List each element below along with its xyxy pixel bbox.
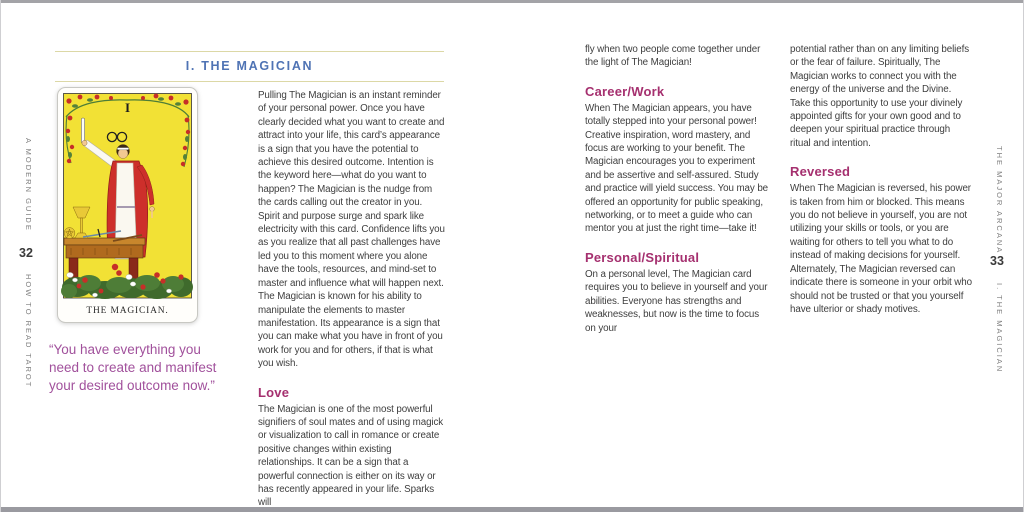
left-page-text-column xyxy=(258,89,446,510)
right-page-column-1 xyxy=(585,43,772,335)
section-heading-career-work: Career/Work xyxy=(585,83,665,99)
photo-edge-left xyxy=(0,0,1,512)
margin-label-the-magician: I. THE MAGICIAN xyxy=(995,282,1004,374)
photo-edge-top xyxy=(0,0,1024,3)
section-heading-reversed: Reversed xyxy=(790,164,851,180)
pull-quote: “You have everything you need to create and manifest your desired outcome now.” xyxy=(49,342,217,393)
magician-card-illustration xyxy=(57,87,198,323)
pentacle-emblem xyxy=(64,228,75,239)
margin-label-how-to-read-tarot: HOW TO READ TAROT xyxy=(24,274,33,389)
right-page-column-2 xyxy=(790,43,973,316)
wand xyxy=(81,118,84,143)
section-body-personal-spiritual: On a personal level, The Magician card requires you to believe in yourself and your abilities. Everyone has strengths and weaknesses, but now is the time to focus on your xyxy=(585,268,768,334)
personal-spiritual-continuation: potential rather than on any limiting beliefs or the fear of failure. Spiritually, The Magician works to connect you with the energy of the universe and the Divine. Take this opportunity to use your divinely appointed gifts for your own good and to deepen your spiritual practice through ritual and intention. xyxy=(790,44,970,149)
magician-tarot-card xyxy=(57,87,198,323)
chapter-title: I. THE MAGICIAN xyxy=(185,59,314,73)
photo-edge-bottom xyxy=(0,507,1024,512)
section-body-love: The Magician is one of the most powerful signifiers of soul mates and of using magick or visualization to call in romance or create positive changes within existing relationships. It can be a sign that a powerful connection is either on its way or has recently appeared in your life. Sparks will xyxy=(258,403,444,509)
headband xyxy=(117,148,129,150)
margin-label-modern-guide: A MODERN GUIDE xyxy=(24,138,33,232)
page-number-left: 32 xyxy=(19,246,33,260)
card-numeral: I xyxy=(124,100,131,115)
card-caption: THE MAGICIAN. xyxy=(86,306,169,316)
section-body-career-work: When The Magician appears, you have totally stepped into your personal power! Creative inspiration, word mastery, and focus are working to your benefit. The Magician encourages you to experiment and be assertive and self-assured. Study and practice will yield success. You may be offered an opportunity for public speaking, networking, or to meet a guide who can mentor you at just the right time—take it! xyxy=(585,102,769,235)
chapter-title-block xyxy=(55,51,444,82)
love-continuation: fly when two people come together under the light of The Magician! xyxy=(585,44,761,69)
section-heading-personal-spiritual: Personal/Spiritual xyxy=(585,249,700,265)
page-number-right: 33 xyxy=(990,254,1004,268)
section-heading-love: Love xyxy=(258,384,290,400)
figure-face xyxy=(118,149,128,159)
margin-label-major-arcana: THE MAJOR ARCANA xyxy=(995,146,1004,255)
intro-paragraph: Pulling The Magician is an instant reminder of your personal power. Once you have clearly decided what you want to create and attract into your life, this card’s appearance is a sign that you have the potential to achieve this desired outcome. Intention is the keyword here—what do you want to happen? The Magician is the nudge from the cards calling out the creator in you. Spirit and purpose surge and spark like electricity with this card. Confidence lifts you as you realize that all past challenges have led you to this moment where you alone have the tools, resources, and mind-set to master and influence what will happen next. The Magician is known for his ability to manipulate the elements to master manifestation. Its appearance is a sign that you can make what you have in front of you work for you and for others, if that is what you wish. xyxy=(258,90,445,370)
section-body-reversed: When The Magician is reversed, his power is taken from him or blocked. This means you do not believe in yourself, you are not utilizing your skills or tools, or you are waiting for others to tell you what to do instead of making decisions for yourself. Alternately, The Magician reversed can indicate there is someone in your orbit who should not be trusted or that you yourself have ulterior or shady motives. xyxy=(790,183,972,315)
